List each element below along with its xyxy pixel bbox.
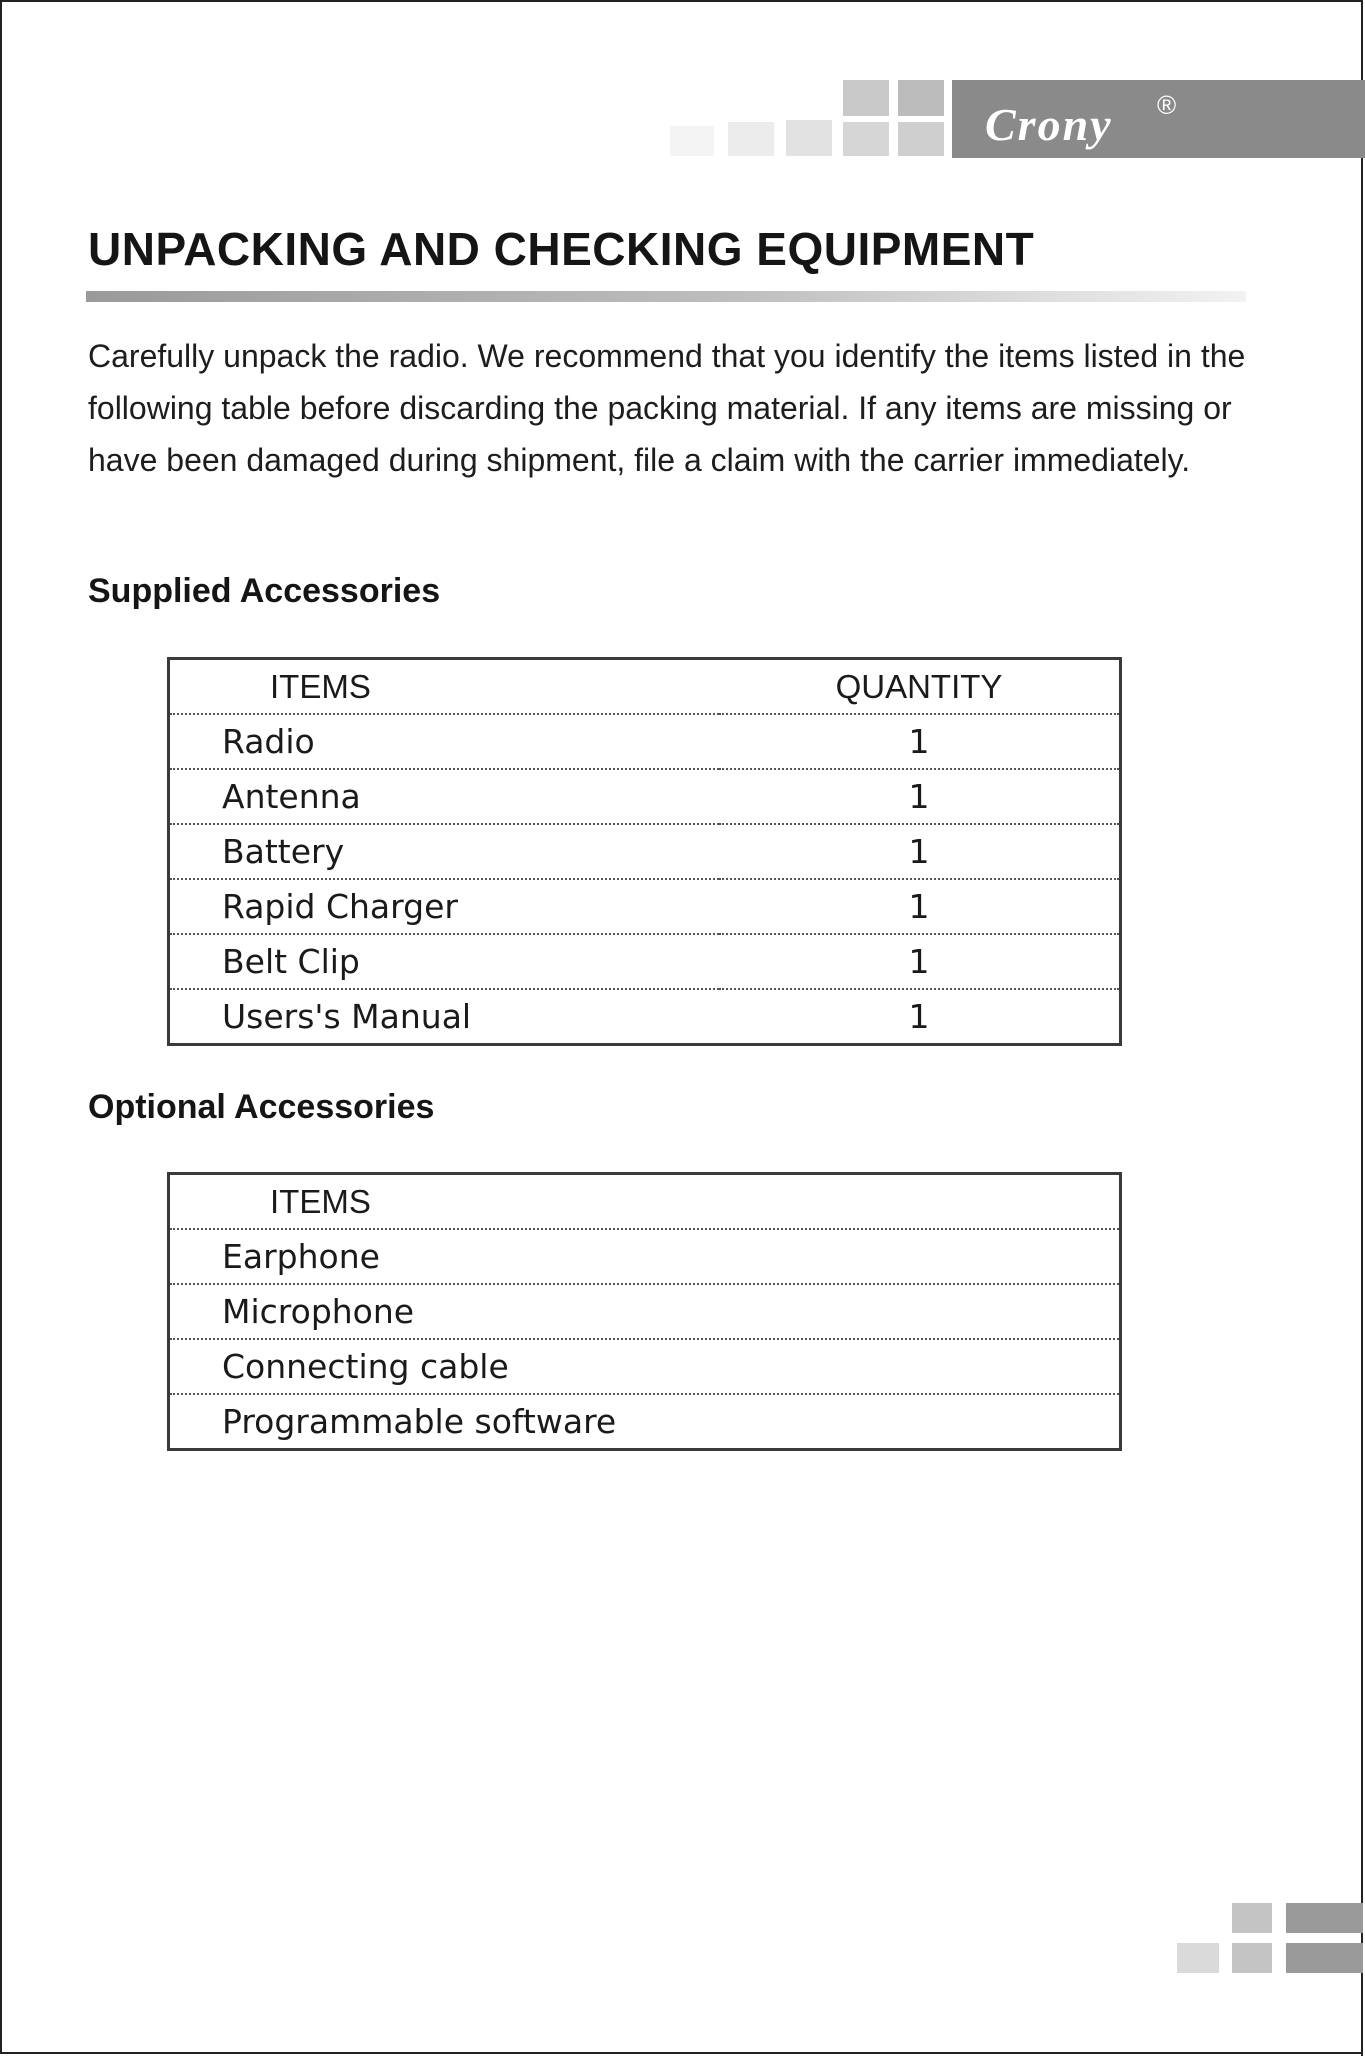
table-row — [169, 1394, 1121, 1450]
table-row — [169, 714, 1121, 769]
table-row — [169, 769, 1121, 824]
table-row — [169, 989, 1121, 1045]
intro-paragraph: Carefully unpack the radio. We recommend that you identify the items listed in the following table before discarding the packing material. If any items are missing or have been damaged during shipment, file a claim with the carrier immediately. — [88, 338, 1246, 478]
table-row — [169, 1229, 1121, 1284]
item-cell: Antenna — [169, 769, 720, 824]
qty-cell: 1 — [719, 714, 1121, 769]
page-edge — [1361, 0, 1363, 2056]
title-underline — [86, 291, 1246, 302]
logo-text: Crony — [985, 99, 1113, 150]
table-row — [169, 879, 1121, 934]
page-title: UNPACKING AND CHECKING EQUIPMENT — [88, 223, 1035, 275]
item-cell: Users's Manual — [222, 997, 472, 1036]
table-row — [169, 824, 1121, 879]
qty-cell: 1 — [719, 824, 1121, 879]
col-items: ITEMS — [169, 1174, 1121, 1230]
col-items: ITEMS — [169, 659, 720, 715]
item-cell: Microphone — [169, 1284, 1121, 1339]
qty-cell: 1 — [719, 879, 1121, 934]
qty-cell: 1 — [719, 934, 1121, 989]
item-cell: Radio — [169, 714, 720, 769]
supplied-heading: Supplied Accessories — [88, 572, 441, 610]
table-row — [169, 1339, 1121, 1394]
item-cell: Belt Clip — [169, 934, 720, 989]
registered-mark: ® — [1157, 92, 1177, 120]
optional-heading: Optional Accessories — [88, 1088, 435, 1126]
col-quantity: QUANTITY — [719, 659, 1121, 715]
qty-cell: 1 — [719, 769, 1121, 824]
table-row — [169, 1284, 1121, 1339]
optional-table — [167, 1172, 1122, 1451]
item-cell: Rapid Charger — [169, 879, 720, 934]
item-cell: Programmable software — [222, 1402, 617, 1441]
brand-logo — [985, 92, 1195, 152]
item-cell: Earphone — [169, 1229, 1121, 1284]
table-row — [169, 934, 1121, 989]
table-header-row — [169, 659, 1121, 715]
qty-cell: 1 — [908, 997, 930, 1036]
item-cell: Battery — [169, 824, 720, 879]
table-header-row — [169, 1174, 1121, 1230]
supplied-table — [167, 657, 1122, 1046]
item-cell: Connecting cable — [169, 1339, 1121, 1394]
